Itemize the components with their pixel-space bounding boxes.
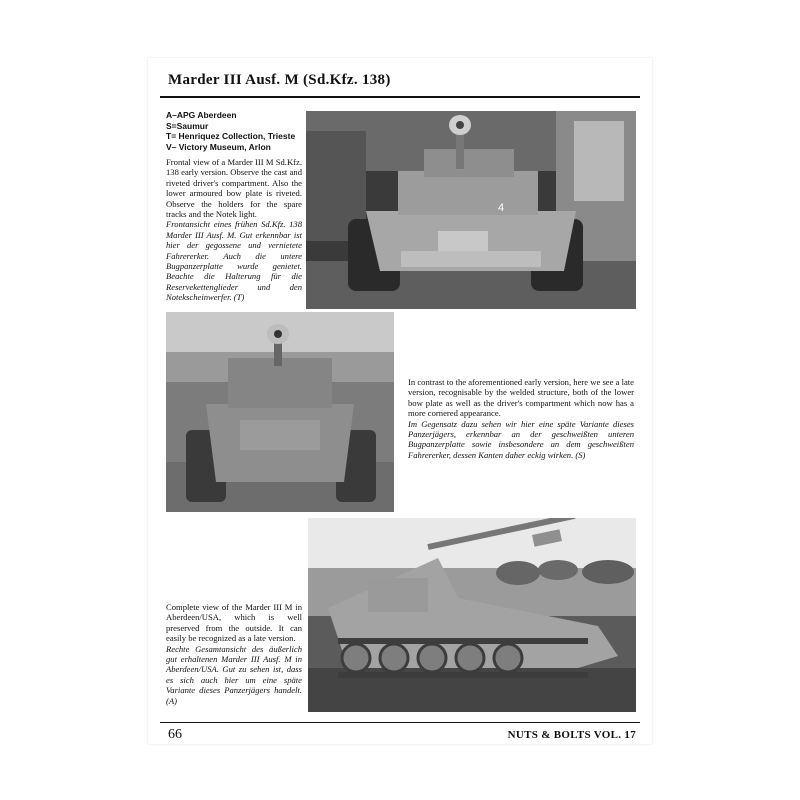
caption-photo1 [166,157,302,303]
photo-marder-frontal-late [166,312,394,512]
caption-english: Frontal view of a Marder III M Sd.Kfz. 138 early version. Observe the cast and riveted driver's compartment. Also the lower armoured bow plate is riveted. Observe the holders for the spare tracks and the Notek light. [166,157,302,220]
caption-german: Rechte Gesamtansicht des äußerlich gut erhaltenen Marder III Ausf. M in Aberdeen/USA. Gut zu sehen ist, dass es sich auch hier um eine späte Variante dieses Panzerjägers handelt. (A) [166,643,302,706]
caption-english: In contrast to the aforementioned early version, here we see a late version, recognisable by the welded structure, both of the lower bow plate as well as the driver's compartment which now has a more cornered appearance. [408,377,634,419]
legend-item: V– Victory Museum, Arlon [166,141,271,152]
page-number: 66 [168,727,182,742]
legend-item: A–APG Aberdeen [166,110,237,120]
caption-english: Complete view of the Marder III M in Aberdeen/USA, which is well preserved from the outside. It can easily be recognized as a late version. [166,602,302,644]
legend-item: S=Saumur [166,120,209,131]
caption-german: Im Gegensatz dazu sehen wir hier eine späte Variante dieses Panzerjägers, erkennbar an der geschweißten unteren Bugpanzerplatte sowie insbesondere an dem geschweißten Fahrererker, dessen Kanten daher eckig wirken. (S) [408,418,634,460]
title-rule [160,96,640,98]
page-title: Marder III Ausf. M (Sd.Kfz. 138) [168,72,391,88]
photo-marder-frontal-early [306,111,636,309]
legend-item: T= Henriquez Collection, Trieste [166,131,296,141]
caption-german: Frontansicht eines frühen Sd.Kfz. 138 Marder III Ausf. M. Gut erkennbar ist hier der gegossene und vernietete Fahrererker. Auch die untere Bugpanzerplatte wurde genietet. Beachte die Halterung für die Reservekettenglieder und den Notekscheinwerfer. (T) [166,219,302,303]
caption-photo3 [166,602,302,706]
location-legend [166,110,306,152]
caption-photo2 [408,377,634,460]
publication-title: NUTS & BOLTS VOL. 17 [507,729,636,741]
photo-marder-side-aberdeen [308,518,636,712]
tactical-number: 4 [498,202,505,214]
footer-rule [160,722,640,723]
